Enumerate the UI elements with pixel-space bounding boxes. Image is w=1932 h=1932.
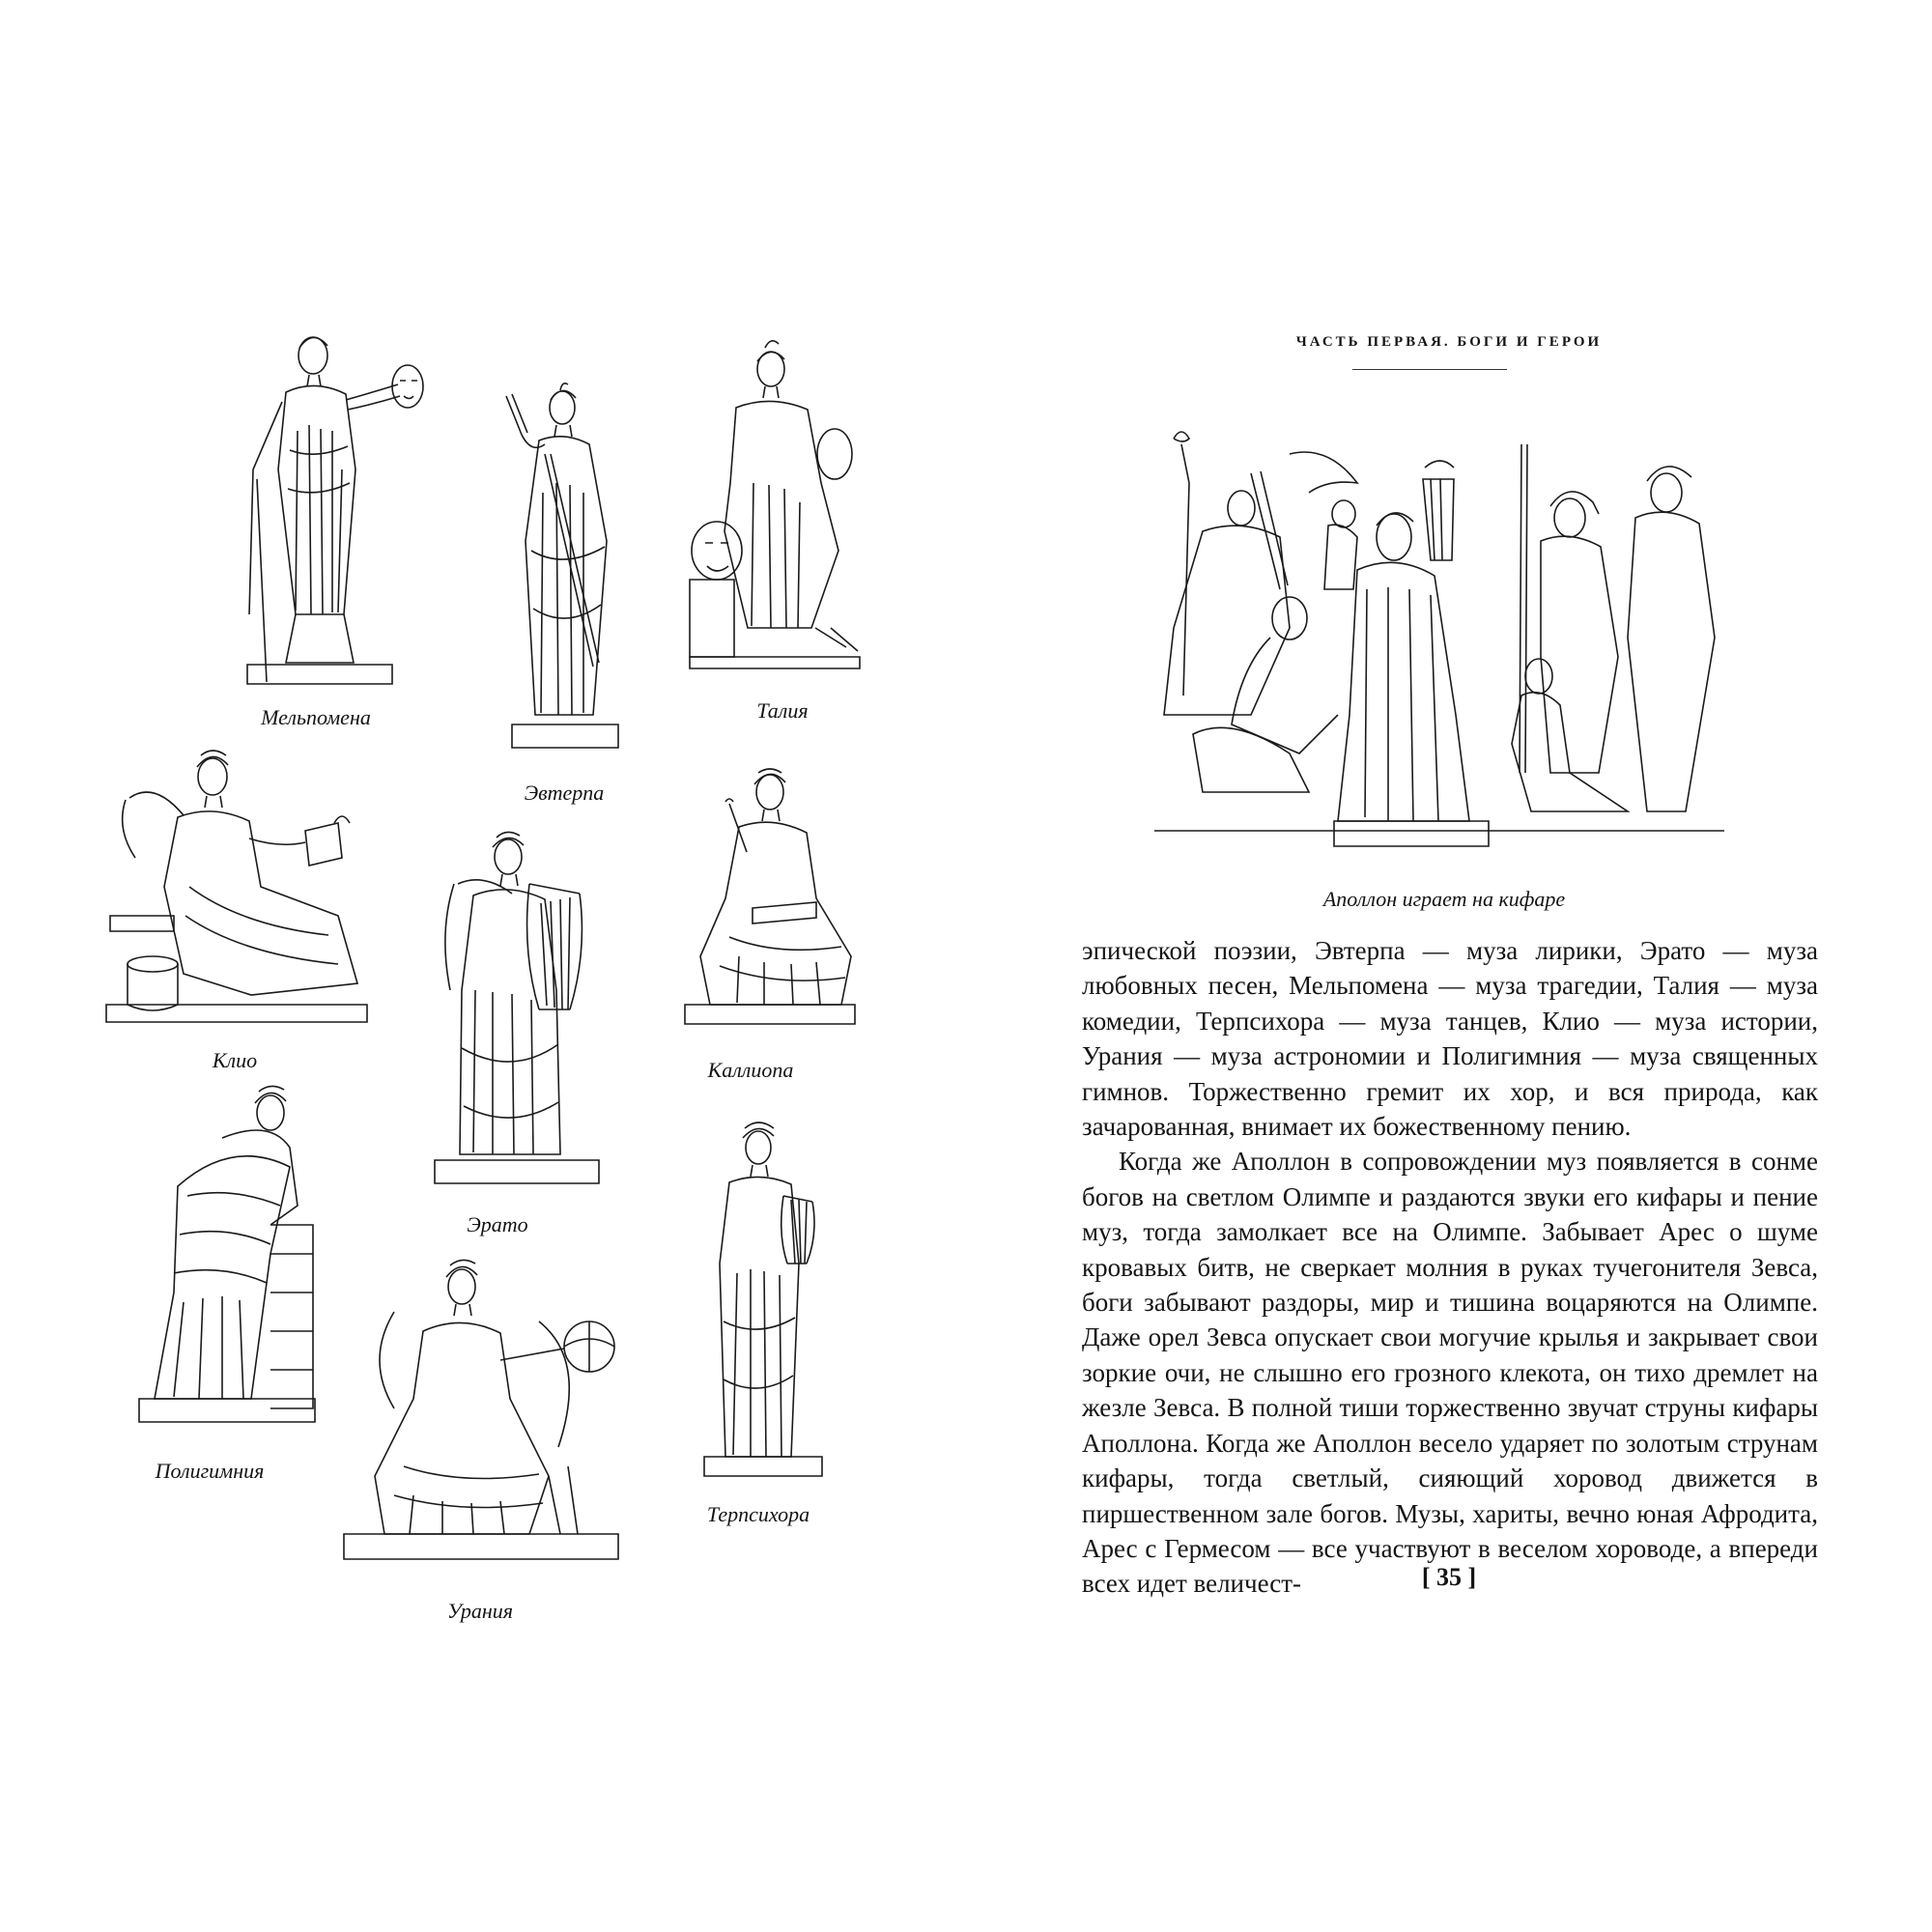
- running-head-rule: [1352, 369, 1507, 370]
- caption-euterpe: Эвтерпа: [524, 781, 605, 805]
- caption-erato: Эрато: [467, 1212, 528, 1236]
- polyhymnia-figure: [126, 1080, 319, 1433]
- caption-polyhymnia: Полигимния: [155, 1459, 265, 1483]
- caption-melpomene: Мельпомена: [261, 705, 371, 729]
- caption-terpsichore: Терпсихора: [706, 1502, 810, 1526]
- melpomene-figure: [228, 325, 450, 690]
- caption-clio: Клио: [212, 1048, 258, 1072]
- paragraph: эпической поэзии, Эвтерпа — муза лирики, Эрато — муза любовных песен, Мельпомена — муза трагедии, Талия — муза комедии, Терпсихора — муза танцев, Клио — муза истории, Урания — муза астрономии и Полигимния — муза священных гимнов. Торжественно гремит их хор, и вся природа, как зачарованная, внимает их божественному пению.: [1082, 936, 1818, 1142]
- calliope-figure: [671, 763, 865, 1034]
- euterpe-figure: [493, 377, 638, 758]
- caption-urania: Урания: [446, 1599, 514, 1623]
- clio-figure: [97, 742, 377, 1032]
- running-head: ЧАСТЬ ПЕРВАЯ. БОГИ И ГЕРОИ: [1295, 334, 1603, 350]
- erato-figure: [415, 826, 623, 1193]
- caption-thalia: Талия: [756, 698, 809, 723]
- page-number: [ 35 ]: [1421, 1563, 1477, 1591]
- terpsichore-figure: [691, 1119, 836, 1482]
- paragraph: Когда же Аполлон в сопровождении муз появляется в сонме богов на светлом Олимпе и раздаются звуки его кифары и пение муз, тогда замолкает все на Олимпе. Забывает Арес о шуме кровавых битв, не сверкает молния в руках тучегонителя Зевса, боги забывают раздоры, мир и тишина воцаряются на Олимпе. Даже орел Зевса опускает свои могучие крылья и закрывает свои зоркие очи, не слышно его грозного клекота, он тихо дремлет на жезле Зевса. В полной тиши торжественно звучат струны кифары Аполлона. Когда же Аполлон весело ударяет по золотым струнам кифары, тогда светлый, сияющий хоровод движется в пиршественном зале богов. Музы, хариты, вечно юная Афродита, Арес с Гермесом — все участвуют в веселом хороводе, а впереди всех идет величест-: [1082, 1147, 1818, 1599]
- body-text: [1082, 933, 1818, 1602]
- caption-calliope: Каллиопа: [707, 1058, 794, 1082]
- apollo-kithara-illustration: [1145, 425, 1744, 850]
- illustration-caption: Аполлон играет на кифаре: [1322, 887, 1566, 911]
- urania-figure: [336, 1254, 626, 1573]
- thalia-figure: [676, 338, 869, 671]
